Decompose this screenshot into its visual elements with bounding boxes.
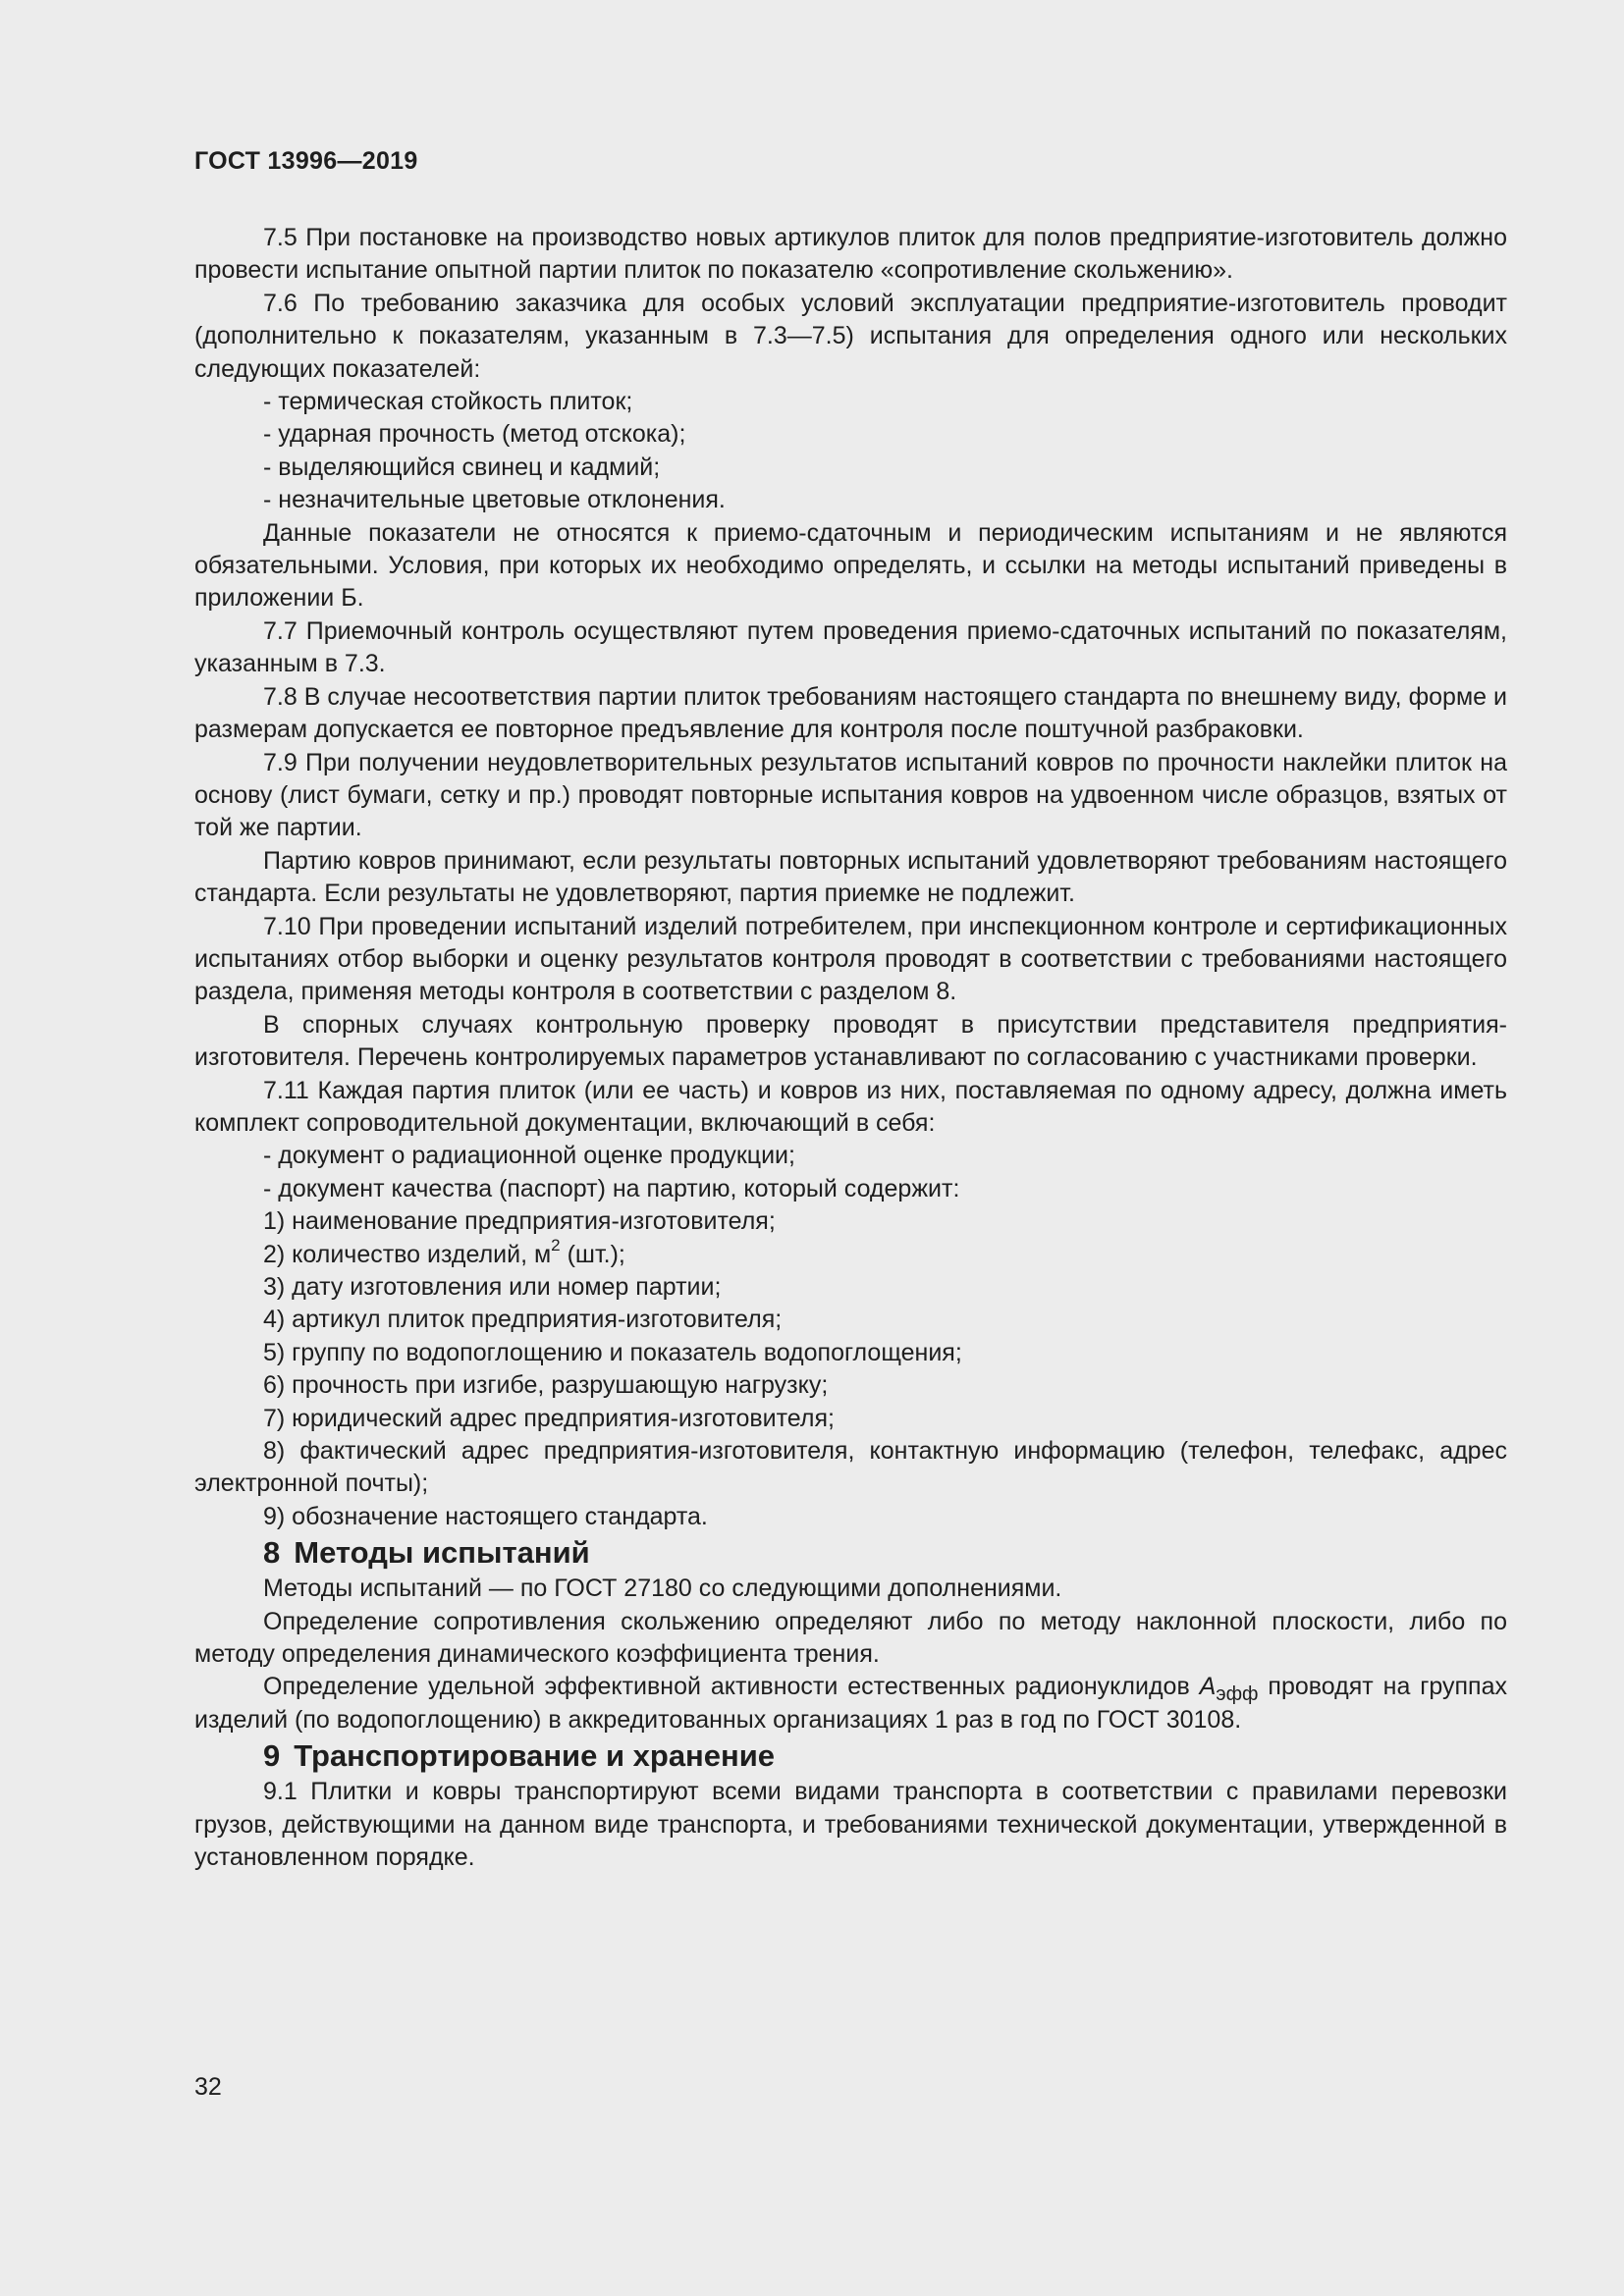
section-8-paragraph: Определение сопротивления скольжению определяют либо по методу наклонной плоскости, либо по методу определения динамического коэффициента трения. (194, 1607, 1507, 1669)
clause-7-9-note: Партию ковров принимают, если результаты повторных испытаний удовлетворяют требованиям настоящего стандарта. Если результаты не удовлетворяют, партия приемке не подлежит. (194, 846, 1507, 908)
numbered-item: 3) дату изготовления или номер партии; (263, 1273, 722, 1301)
list-item: - документ о радиационной оценке продукции; (263, 1142, 795, 1170)
section-title: Методы испытаний (294, 1535, 590, 1571)
clause-7-10-note: В спорных случаях контрольную проверку проводят в присутствии представителя предприятия-изготовителя. Перечень контролируемых параметров устанавливают по согласованию с участниками проверки. (194, 1010, 1507, 1072)
section-8-paragraph: Методы испытаний — по ГОСТ 27180 со следующими дополнениями. (263, 1575, 1062, 1603)
numbered-item: 4) артикул плиток предприятия-изготовителя; (263, 1306, 783, 1334)
numbered-item-text: (шт.); (560, 1240, 625, 1268)
clause-7-6: 7.6 По требованию заказчика для особых условий эксплуатации предприятие-изготовитель проводит (дополнительно к показателям, указанным в 7.3—7.5) испытания для определения одного или нескольких следующих показателей: (194, 289, 1507, 383)
numbered-item: 1) наименование предприятия-изготовителя; (263, 1207, 776, 1236)
list-item: - незначительные цветовые отклонения. (263, 486, 726, 514)
paragraph-text: проводят на группах изделий (по водопоглощению) в аккредитованных организациях 1 раз в год по ГОСТ 30108. (194, 1673, 1508, 1734)
list-item: - ударная прочность (метод отскока); (263, 420, 686, 449)
clause-9-1: 9.1 Плитки и ковры транспортируют всеми видами транспорта в соответствии с правилами перевозки грузов, действующими на данном виде транспорта, и требованиями технической документации, утвержденной в установленном порядке. (194, 1778, 1507, 1872)
document-body (194, 222, 1507, 1875)
numbered-item-text: 2) количество изделий, м (263, 1240, 552, 1268)
section-8-heading (194, 1533, 1507, 1573)
subscript: эфф (1216, 1683, 1259, 1706)
section-9-heading (194, 1736, 1507, 1776)
clause-7-11: 7.11 Каждая партия плиток (или ее часть) и ковров из них, поставляемая по одному адресу, должна иметь комплект сопроводительной документации, включающий в себя: (194, 1076, 1507, 1137)
clause-7-9: 7.9 При получении неудовлетворительных результатов испытаний ковров по прочности наклейки плиток на основу (лист бумаги, сетку и пр.) проводят повторные испытания ковров на удвоенном числе образцов, взятых от той же партии. (194, 748, 1507, 842)
list-item: - выделяющийся свинец и кадмий; (263, 453, 661, 481)
page-number: 32 (194, 2073, 222, 2101)
section-number: 9 (263, 1738, 281, 1774)
section-title: Транспортирование и хранение (294, 1738, 776, 1774)
numbered-item: 7) юридический адрес предприятия-изготовителя; (263, 1404, 835, 1432)
clause-7-5: 7.5 При постановке на производство новых артикулов плиток для полов предприятие-изготовитель должно провести испытание опытной партии плиток по показателю «сопротивление скольжению». (194, 224, 1507, 285)
clause-7-7: 7.7 Приемочный контроль осуществляют путем проведения приемо-сдаточных испытаний по показателям, указанным в 7.3. (194, 616, 1507, 678)
numbered-item: 9) обозначение настоящего стандарта. (263, 1502, 708, 1530)
document-header: ГОСТ 13996—2019 (194, 147, 418, 175)
superscript: 2 (551, 1236, 561, 1255)
numbered-item: 6) прочность при изгибе, разрушающую нагрузку; (263, 1371, 829, 1400)
clause-7-10: 7.10 При проведении испытаний изделий потребителем, при инспекционном контроле и сертификационных испытаниях отбор выборки и оценку результатов контроля проводят в соответствии с требованиями настоящего раздела, применяя методы контроля в соответствии с разделом 8. (194, 912, 1507, 1006)
section-number: 8 (263, 1535, 281, 1571)
list-item: - документ качества (паспорт) на партию, который содержит: (263, 1174, 960, 1202)
numbered-item: 5) группу по водопоглощению и показатель водопоглощения; (263, 1338, 962, 1366)
list-item: - термическая стойкость плиток; (263, 388, 633, 416)
section-8-paragraph (194, 1671, 1507, 1736)
numbered-item (194, 1236, 1507, 1271)
numbered-item: 8) фактический адрес предприятия-изготовителя, контактную информацию (телефон, телефакс, адрес электронной почты); (194, 1437, 1507, 1498)
paragraph-text: Определение удельной эффективной активности естественных радионуклидов (263, 1673, 1200, 1701)
activity-symbol: A (1199, 1673, 1217, 1701)
clause-7-6-note: Данные показатели не относятся к приемо-сдаточным и периодическим испытаниям и не являются обязательными. Условия, при которых их необходимо определять, и ссылки на методы испытаний приведены в приложении Б. (194, 518, 1507, 613)
clause-7-8: 7.8 В случае несоответствия партии плиток требованиям настоящего стандарта по внешнему виду, форме и размерам допускается ее повторное предъявление для контроля после поштучной разбраковки. (194, 682, 1507, 744)
